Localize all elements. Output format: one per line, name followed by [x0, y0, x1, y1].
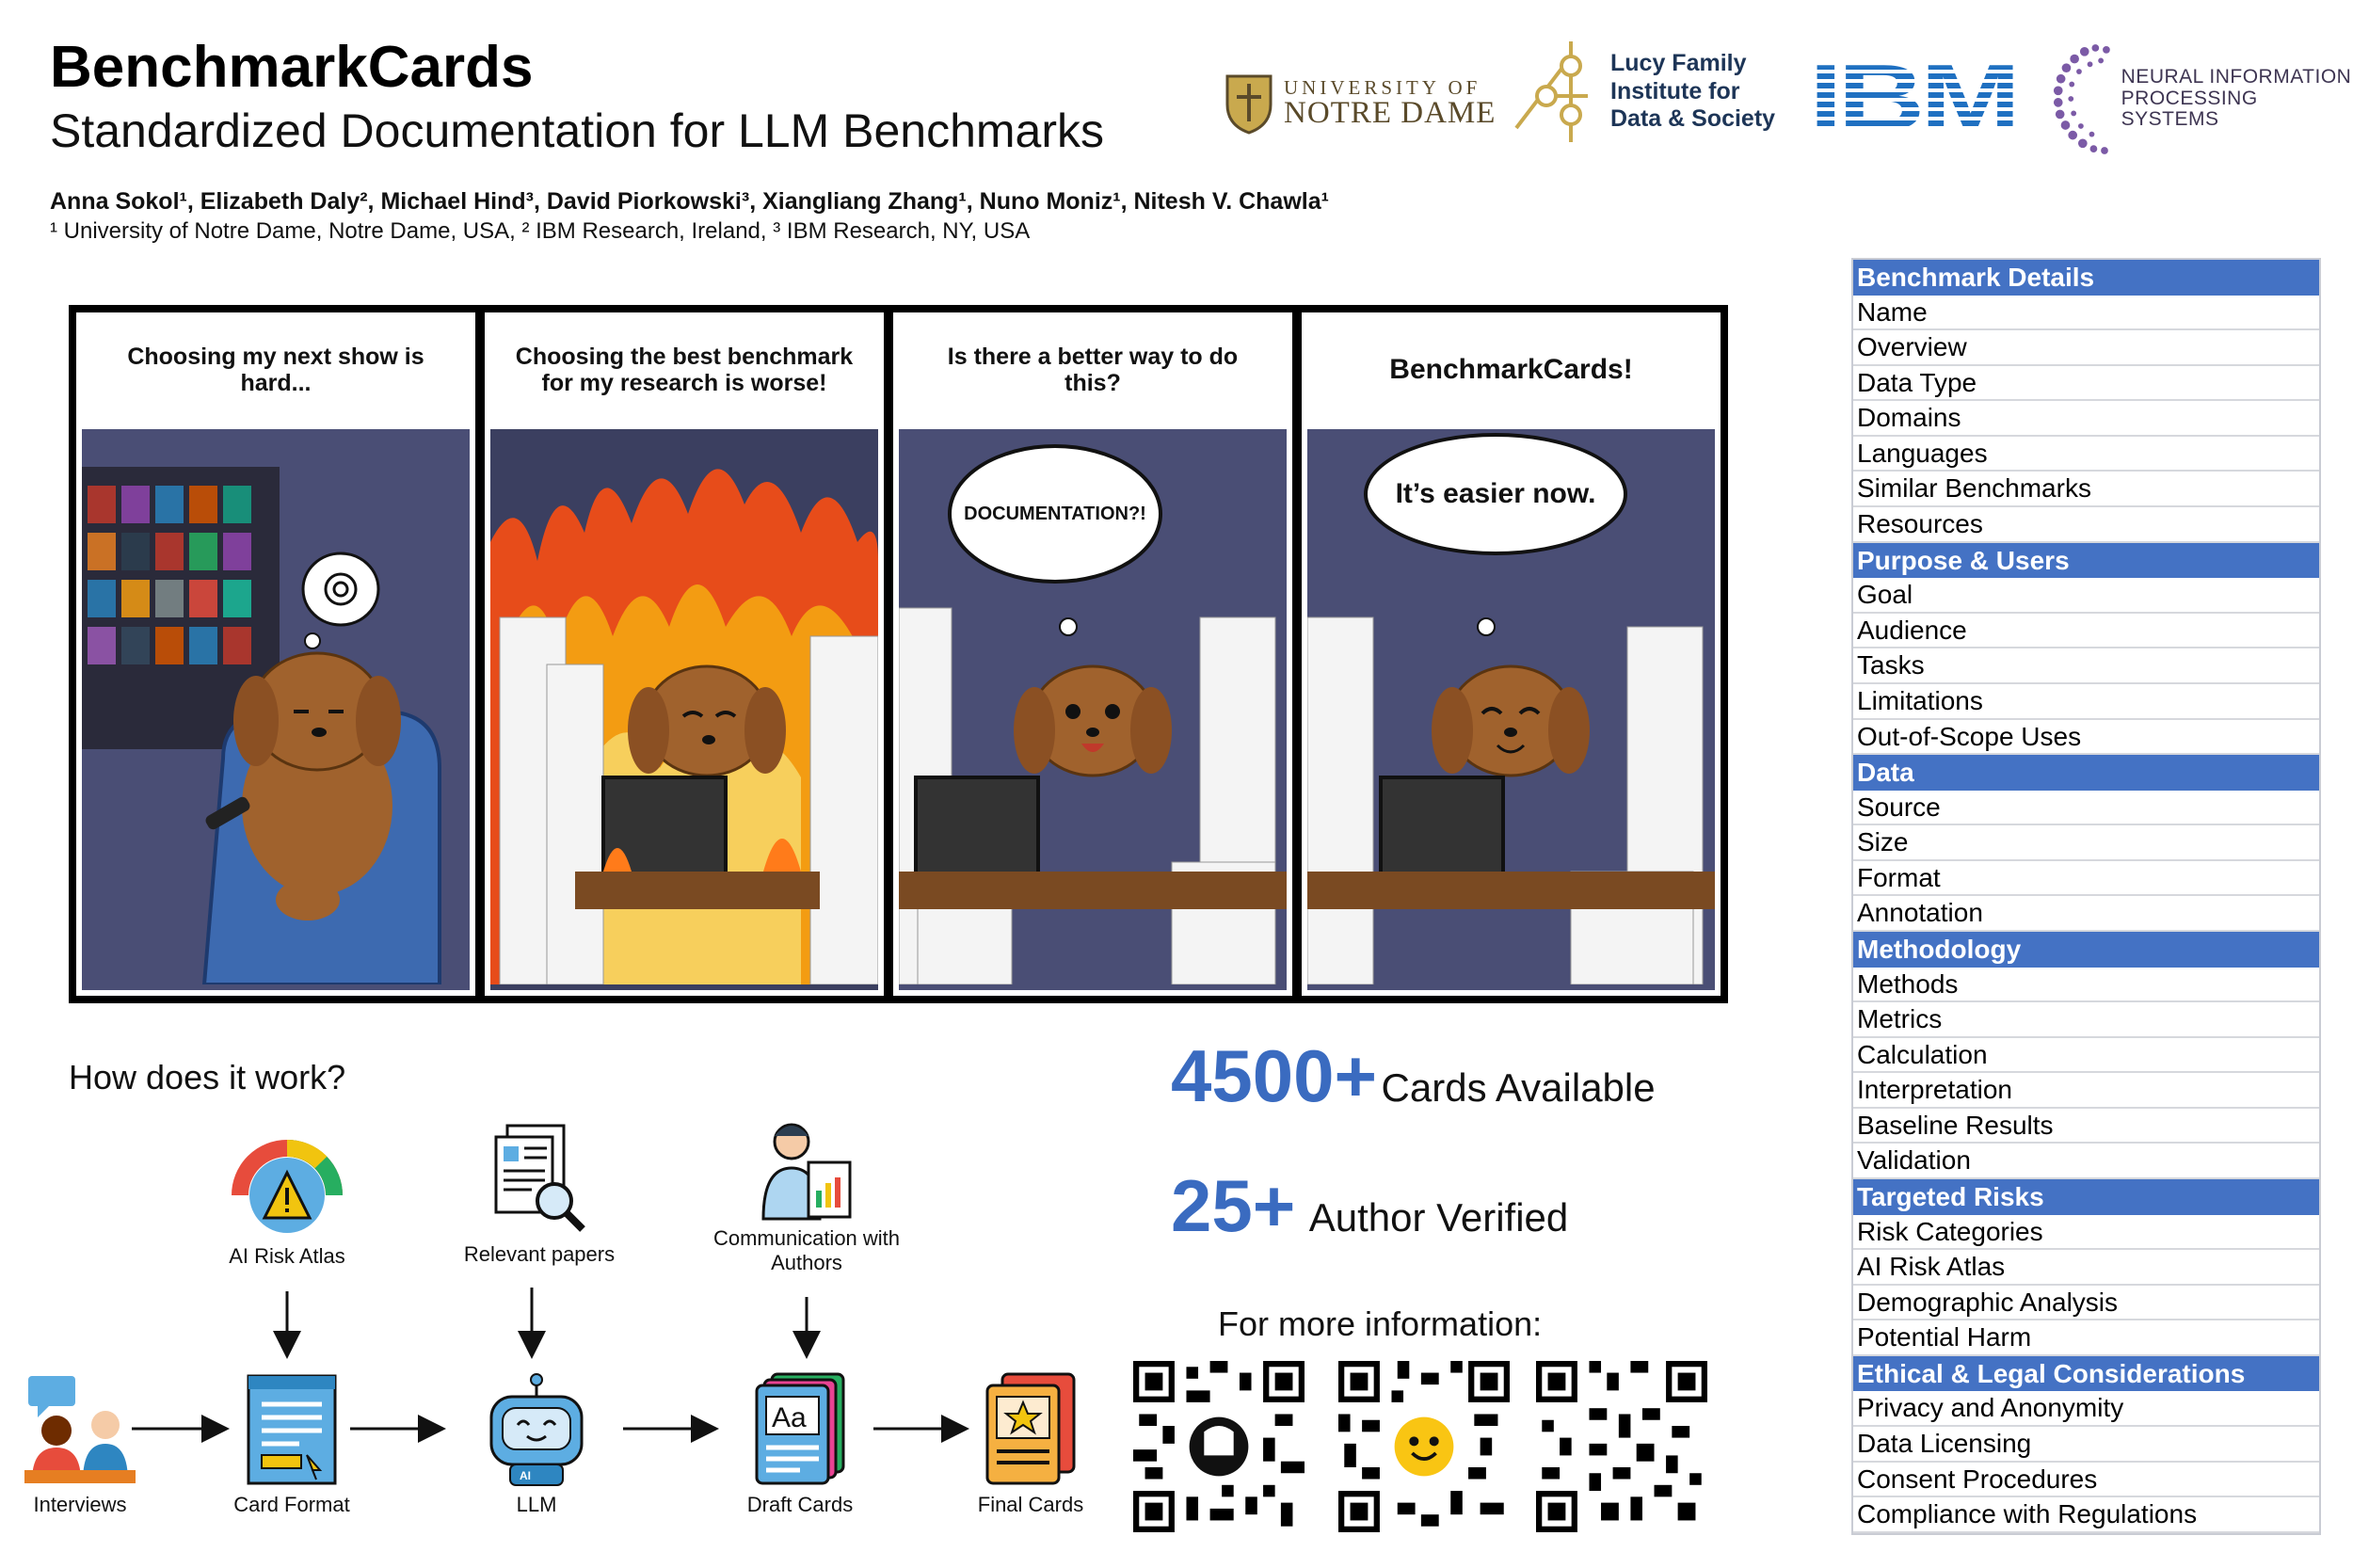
table-row: Methods — [1853, 968, 2319, 1003]
panel-caption: Choosing my next show is hard... — [82, 318, 470, 422]
lucy-line3: Data & Society — [1610, 105, 1776, 133]
table-row: Resources — [1853, 507, 2319, 543]
cards-count: 4500+ — [1171, 1034, 1378, 1117]
dots-icon — [2052, 39, 2114, 159]
table-row: Audience — [1853, 614, 2319, 649]
table-row: Demographic Analysis — [1853, 1286, 2319, 1321]
notre-dame-logo — [1224, 66, 1496, 141]
neurips-line1: NEURAL INFORMATION — [2121, 65, 2352, 88]
notre-dame-line2: NOTRE DAME — [1284, 96, 1497, 130]
table-section-header: Purpose & Users — [1853, 543, 2319, 579]
interview-people-icon — [24, 1372, 136, 1487]
step-interviews — [9, 1372, 151, 1517]
table-row: Out-of-Scope Uses — [1853, 720, 2319, 756]
table-row: Compliance with Regulations — [1853, 1497, 2319, 1533]
affiliations: ¹ University of Notre Dame, Notre Dame, USA, ² IBM Research, Ireland, ³ IBM Research, NY, USA — [50, 218, 1031, 244]
happy-scene — [1307, 429, 1715, 990]
step-final-cards — [955, 1372, 1106, 1517]
authors-count: 25+ — [1171, 1164, 1296, 1247]
authors-label: Author Verified — [1308, 1195, 1569, 1240]
comic-panel-1 — [76, 312, 475, 996]
comic-panel-3 — [893, 312, 1292, 996]
dog-in-fire-illustration — [490, 429, 878, 984]
svg-text:AI: AI — [520, 1469, 531, 1482]
step-card-format — [216, 1372, 367, 1517]
table-row: Overview — [1853, 330, 2319, 366]
table-row: Goal — [1853, 578, 2319, 614]
panel-caption: Choosing the best benchmark for my research is worse! — [490, 318, 878, 422]
table-row: Tasks — [1853, 648, 2319, 684]
network-icon — [1513, 38, 1599, 146]
table-section-header: Targeted Risks — [1853, 1179, 2319, 1215]
more-info-label: For more information: — [1218, 1304, 1543, 1343]
poster-subtitle: Standardized Documentation for LLM Benchmarks — [50, 104, 1105, 157]
notre-dame-line1: UNIVERSITY OF — [1284, 76, 1481, 99]
table-row: AI Risk Atlas — [1853, 1250, 2319, 1286]
table-row: Potential Harm — [1853, 1320, 2319, 1356]
step-llm — [466, 1372, 607, 1517]
table-row: Limitations — [1853, 684, 2319, 720]
panel-caption: BenchmarkCards! — [1307, 318, 1715, 422]
robot-icon — [482, 1372, 591, 1487]
input-ai-risk-atlas — [212, 1120, 362, 1269]
table-row: Metrics — [1853, 1002, 2319, 1038]
table-row: Privacy and Anonymity — [1853, 1391, 2319, 1427]
ibm-logo — [1809, 55, 2024, 139]
input-communication — [708, 1115, 905, 1275]
table-row: Format — [1853, 861, 2319, 897]
ibm-wordmark — [1809, 55, 2024, 139]
step-draft-cards — [725, 1372, 875, 1517]
table-row: Name — [1853, 296, 2319, 331]
input-relevant-papers — [450, 1120, 629, 1267]
comic-panel-2 — [485, 312, 884, 996]
dog-watching-tv-illustration — [82, 429, 470, 984]
table-row: Source — [1853, 791, 2319, 826]
lucy-line1: Lucy Family — [1610, 50, 1747, 77]
table-section-header: Benchmark Details — [1853, 260, 2319, 296]
table-row: Interpretation — [1853, 1073, 2319, 1109]
table-section-header: Data — [1853, 755, 2319, 791]
risk-gauge-icon — [227, 1120, 347, 1239]
table-row: Data Licensing — [1853, 1427, 2319, 1463]
how-it-works-title: How does it work? — [69, 1058, 346, 1096]
step-label: LLM — [516, 1493, 557, 1516]
paper-qr-code[interactable] — [1536, 1361, 1707, 1532]
table-row: Risk Categories — [1853, 1215, 2319, 1251]
table-row: Annotation — [1853, 896, 2319, 932]
input-label: Communication with Authors — [712, 1226, 901, 1274]
tv-scene — [82, 429, 470, 990]
table-row: Languages — [1853, 437, 2319, 472]
poster-title: BenchmarkCards — [50, 35, 534, 100]
svg-text:Aa: Aa — [772, 1402, 807, 1433]
table-row: Consent Procedures — [1853, 1463, 2319, 1498]
table-row: Calculation — [1853, 1038, 2319, 1074]
author-communication-icon — [754, 1115, 859, 1221]
input-label: Relevant papers — [463, 1242, 616, 1266]
input-label: AI Risk Atlas — [229, 1244, 345, 1268]
table-section-header: Ethical & Legal Considerations — [1853, 1356, 2319, 1392]
draft-cards-icon — [753, 1372, 847, 1487]
fire-scene — [490, 429, 878, 990]
thought-bubble: DOCUMENTATION?! — [948, 444, 1162, 584]
github-qr-code[interactable] — [1133, 1361, 1305, 1532]
shield-icon — [1224, 72, 1274, 135]
step-label: Draft Cards — [746, 1493, 854, 1516]
comic-panel-4 — [1302, 312, 1721, 996]
table-row: Similar Benchmarks — [1853, 472, 2319, 507]
stat-cards — [1171, 1033, 1656, 1119]
table-row: Domains — [1853, 401, 2319, 437]
cards-label: Cards Available — [1381, 1065, 1656, 1110]
huggingface-qr-code[interactable] — [1338, 1361, 1510, 1532]
panel-caption: Is there a better way to do this? — [899, 318, 1287, 422]
card-format-icon — [245, 1372, 339, 1487]
author-list: Anna Sokol¹, Elizabeth Daly², Michael Hind³, David Piorkowski³, Xiangliang Zhang¹, Nuno Moniz¹, Nitesh V. Chawla¹ — [50, 188, 1329, 215]
table-section-header: Methodology — [1853, 932, 2319, 968]
table-row: Baseline Results — [1853, 1109, 2319, 1144]
neurips-logo — [2052, 38, 2353, 160]
documentation-scene — [899, 429, 1287, 990]
table-row: Data Type — [1853, 366, 2319, 402]
step-label: Final Cards — [977, 1493, 1084, 1516]
final-cards-icon — [984, 1372, 1078, 1487]
benchmark-card-fields-table — [1851, 258, 2321, 1535]
table-row: Size — [1853, 825, 2319, 861]
thought-bubble: It’s easier now. — [1364, 433, 1627, 555]
comic-strip — [69, 305, 1728, 1003]
lucy-line2: Institute for — [1610, 77, 1740, 104]
papers-search-icon — [487, 1120, 592, 1237]
stat-authors — [1171, 1163, 1568, 1249]
table-row: Validation — [1853, 1144, 2319, 1179]
lucy-family-logo — [1513, 38, 1775, 146]
neurips-line2: PROCESSING SYSTEMS — [2121, 87, 2258, 131]
step-label: Interviews — [33, 1493, 127, 1516]
step-label: Card Format — [233, 1493, 350, 1516]
